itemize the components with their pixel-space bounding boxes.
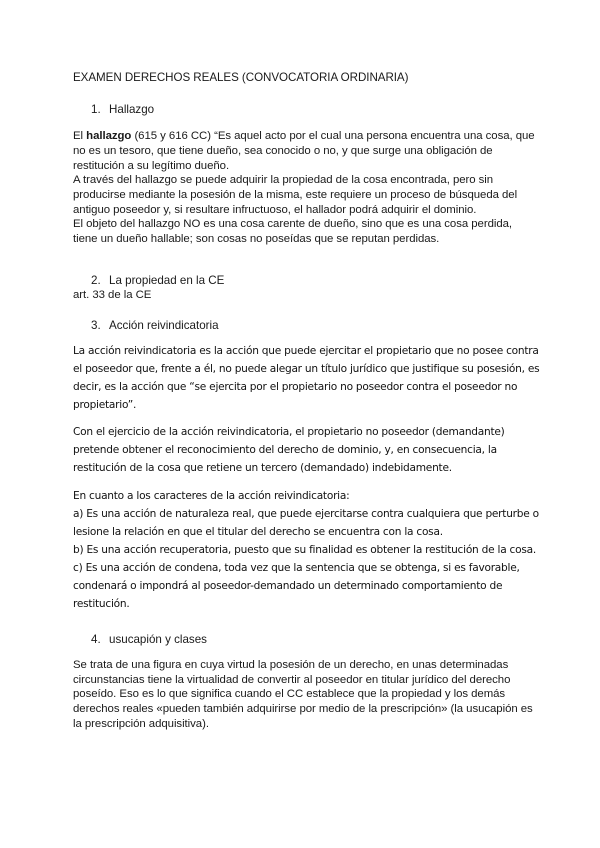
caracteres-line: c) Es una acción de condena, toda vez que la sentencia que se obtenga, si es favorable,	[73, 562, 520, 574]
section-heading-1	[91, 102, 154, 117]
caracteres-line: En cuanto a los caracteres de la acción reivindicatoria:	[73, 490, 350, 502]
section-number: 3.	[91, 319, 101, 332]
section-heading-2	[91, 273, 224, 288]
usucapion-line: poseído. Eso es lo que significa cuando el CC establece que la propiedad y los demás	[73, 688, 506, 700]
caracteres-line: restitución.	[73, 598, 130, 610]
section-title: Acción reivindicatoria	[109, 319, 219, 332]
reivindicatoria-line: pretende obtener el reconocimiento del derecho de dominio, y, en consecuencia, la	[73, 444, 497, 456]
reivindicatoria-line: restitución de la cosa que retiene un tercero (demandado) indebidamente.	[73, 462, 452, 474]
section-title: La propiedad en la CE	[109, 274, 225, 287]
caracteres-line: b) Es una acción recuperatoria, puesto que su finalidad es obtener la restitución de la cosa.	[73, 544, 536, 556]
usucapion-line: circunstancias tiene la virtualidad de convertir al poseedor en titular jurídico del derecho	[73, 674, 511, 686]
usucapion-line: la prescripción adquisitiva).	[73, 718, 209, 730]
hallazgo-line: restitución a su legítimo dueño.	[73, 160, 230, 172]
hallazgo-line-1-rest: (615 y 616 CC) “Es aquel acto por el cual una persona encuentra una cosa, que	[131, 130, 535, 142]
hallazgo-line: antiguo poseedor y, si resultare infructuoso, el hallador podrá adquirir el dominio.	[73, 204, 477, 216]
hallazgo-term: hallazgo	[86, 130, 132, 142]
caracteres-line: condenará o impondrá al poseedor-demandado un determinado comportamiento de	[73, 580, 503, 592]
propiedad-reference: art. 33 de la CE	[73, 289, 152, 301]
reivindicatoria-line: La acción reivindicatoria es la acción que puede ejercitar el propietario que no posee contra	[73, 345, 539, 357]
section-heading-3	[91, 318, 219, 333]
hallazgo-line-1	[73, 129, 535, 144]
section-title: usucapión y clases	[109, 633, 207, 646]
hallazgo-prefix: El	[73, 130, 87, 142]
section-number: 1.	[91, 103, 101, 116]
caracteres-line: lesione la relación en que el titular del derecho se encuentra con la cosa.	[73, 526, 443, 538]
hallazgo-line: producirse mediante la posesión de la misma, este requiere un proceso de búsqueda del	[73, 189, 518, 201]
document-title: EXAMEN DERECHOS REALES (CONVOCATORIA ORDINARIA)	[73, 71, 409, 84]
hallazgo-line: tiene un dueño hallable; son cosas no poseídas que se reputan perdidas.	[73, 233, 440, 245]
hallazgo-line: A través del hallazgo se puede adquirir la propiedad de la cosa encontrada, pero sin	[73, 174, 494, 186]
usucapion-line: Se trata de una figura en cuya virtud la posesión de un derecho, en unas determinadas	[73, 659, 509, 671]
reivindicatoria-line: Con el ejercicio de la acción reivindicatoria, el propietario no poseedor (demandante)	[73, 426, 505, 438]
reivindicatoria-line: decir, es la acción que “se ejercita por el propietario no poseedor contra el poseedor no	[73, 381, 518, 393]
hallazgo-line: no es un tesoro, que tiene dueño, sea conocido o no, y que surge una obligación de	[73, 145, 493, 157]
section-number: 4.	[91, 633, 101, 646]
usucapion-line: derechos reales «pueden también adquirirse por medio de la prescripción» (la usucapión es	[73, 703, 533, 715]
section-number: 2.	[91, 274, 101, 287]
section-title: Hallazgo	[109, 103, 155, 116]
section-heading-4	[91, 632, 207, 647]
reivindicatoria-line: propietario”.	[73, 399, 137, 411]
reivindicatoria-line: el poseedor que, frente a él, no puede alegar un título jurídico que justifique su posesión, es	[73, 363, 540, 375]
caracteres-line: a) Es una acción de naturaleza real, que puede ejercitarse contra cualquiera que perturbe o	[73, 508, 539, 520]
hallazgo-line: El objeto del hallazgo NO es una cosa carente de dueño, sino que es una cosa perdida,	[73, 218, 513, 230]
